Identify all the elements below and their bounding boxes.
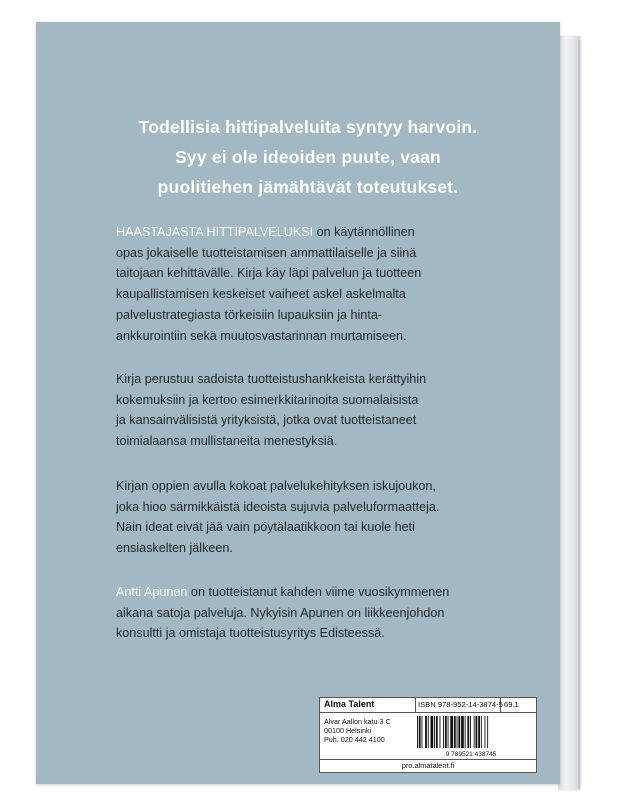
barcode-digits: 9 789521 438745 — [445, 751, 497, 758]
paragraph-line: toimialaansa mullistaneita menestyksiä. — [116, 434, 338, 449]
barcode-bar — [445, 716, 447, 748]
paragraph-line: ensiaskelten jälkeen. — [116, 541, 233, 556]
tagline-line: Syy ei ole ideoiden puute, vaan — [175, 147, 441, 167]
description-paragraph-3 — [116, 476, 516, 559]
paragraph-line: Kirja perustuu sadoista tuotteistushankkeista kerättyihin — [116, 372, 427, 386]
barcode-bar — [458, 716, 460, 748]
paragraph-line: kaupallistamisen keskeiset vaiheet askel askelmalta — [116, 287, 406, 302]
barcode-bar — [478, 716, 480, 748]
barcode-bar — [476, 716, 478, 748]
barcode-bar — [422, 716, 423, 748]
barcode-bar — [425, 716, 427, 748]
isbn-barcode — [415, 714, 527, 758]
barcode-bar — [440, 716, 441, 748]
barcode-bar — [417, 716, 418, 748]
tagline-line: puolitiehen jämähtävät toteutukset. — [157, 177, 459, 197]
paragraph-line — [116, 222, 516, 243]
paragraph-line: kokemuksiin ja kertoo esimerkkitarinoita suomalaisista — [116, 392, 419, 407]
barcode-bar — [419, 716, 421, 748]
description-paragraph-2 — [116, 369, 516, 452]
barcode-bar — [434, 716, 435, 748]
barcode-bar — [461, 716, 464, 748]
barcode-bar — [467, 716, 469, 748]
barcode-bar — [470, 716, 471, 748]
barcode-bar — [436, 716, 438, 748]
book-spine — [558, 36, 580, 790]
paragraph-line: taitojaan kehittävälle. Kirja käy läpi palvelun ja tuotteen — [116, 266, 422, 281]
barcode-label — [319, 697, 537, 773]
paragraph-line: ankkurointiin sekä muutosvastarinnan murtamiseen. — [116, 328, 407, 343]
paragraph-line: Kirjan oppien avulla kokoat palvelukehityksen iskujoukon, — [116, 479, 436, 493]
address-line: Puh. 020 442 4100 — [324, 735, 385, 744]
barcode-bar — [485, 716, 486, 748]
isbn-number: ISBN 978-952-14-3874-5 — [415, 698, 501, 712]
barcode-bars — [417, 716, 488, 748]
barcode-bar — [487, 716, 488, 748]
paragraph-line: ja kansainvälisistä yrityksistä, jotka ovat tuotteistaneet — [116, 413, 417, 428]
barcode-bar — [450, 716, 453, 748]
barcode-bar — [448, 716, 449, 748]
barcode-bar — [481, 716, 482, 748]
tagline-line: Todellisia hittipalveluita syntyy harvoin. — [138, 117, 478, 137]
book-title-highlight: HAASTAJASTA HITTIPALVELUKSI — [116, 225, 314, 239]
publisher-name: Alma Talent — [324, 699, 375, 709]
paragraph-line: konsultti ja omistaja tuotteistusyritys Edisteessä. — [116, 626, 385, 641]
paragraph-line: joka hioo särmikkäistä ideoista sujuvia palveluformaatteja. — [116, 499, 440, 514]
barcode-bar — [454, 716, 456, 748]
paragraph-line: palvelustrategiasta törkeisiin lupauksiin ja hinta- — [116, 307, 383, 322]
barcode-bar — [474, 716, 475, 748]
publisher-address — [324, 717, 391, 744]
paragraph-line: aikana satoja palveluja. Nykyisin Apunen on liikkeenjohdon — [116, 605, 445, 620]
address-line: 00100 Helsinki — [324, 726, 372, 735]
paragraph-text: on tuotteistanut kahden viime vuosikymmenen — [187, 585, 450, 599]
paragraph-line: opas jokaiselle tuotteistamisen ammattilaiselle ja siinä — [116, 245, 417, 260]
classification-code: 69.1 — [504, 700, 519, 709]
paragraph-text: on käytännöllinen — [313, 225, 415, 239]
barcode-bar — [443, 716, 444, 748]
author-name-highlight: Antti Apunen — [116, 585, 188, 599]
paragraph-line — [116, 582, 516, 603]
barcode-bar — [457, 716, 458, 748]
barcode-header-row — [320, 698, 536, 713]
cover-tagline — [96, 112, 520, 202]
barcode-bar — [428, 716, 429, 748]
spine-shadow — [578, 40, 582, 788]
barcode-bar — [431, 716, 434, 748]
paragraph-line: Näin ideat eivät jää vain pöytälaatikkoon tai kuole heti — [116, 520, 415, 535]
barcode-bar — [465, 716, 466, 748]
author-paragraph — [116, 582, 516, 644]
description-paragraph-1 — [116, 222, 516, 346]
address-line: Alvar Aallon katu 3 C — [324, 717, 391, 726]
publisher-url: pro.almatalent.fi — [320, 759, 536, 773]
book-back-cover — [36, 22, 560, 784]
